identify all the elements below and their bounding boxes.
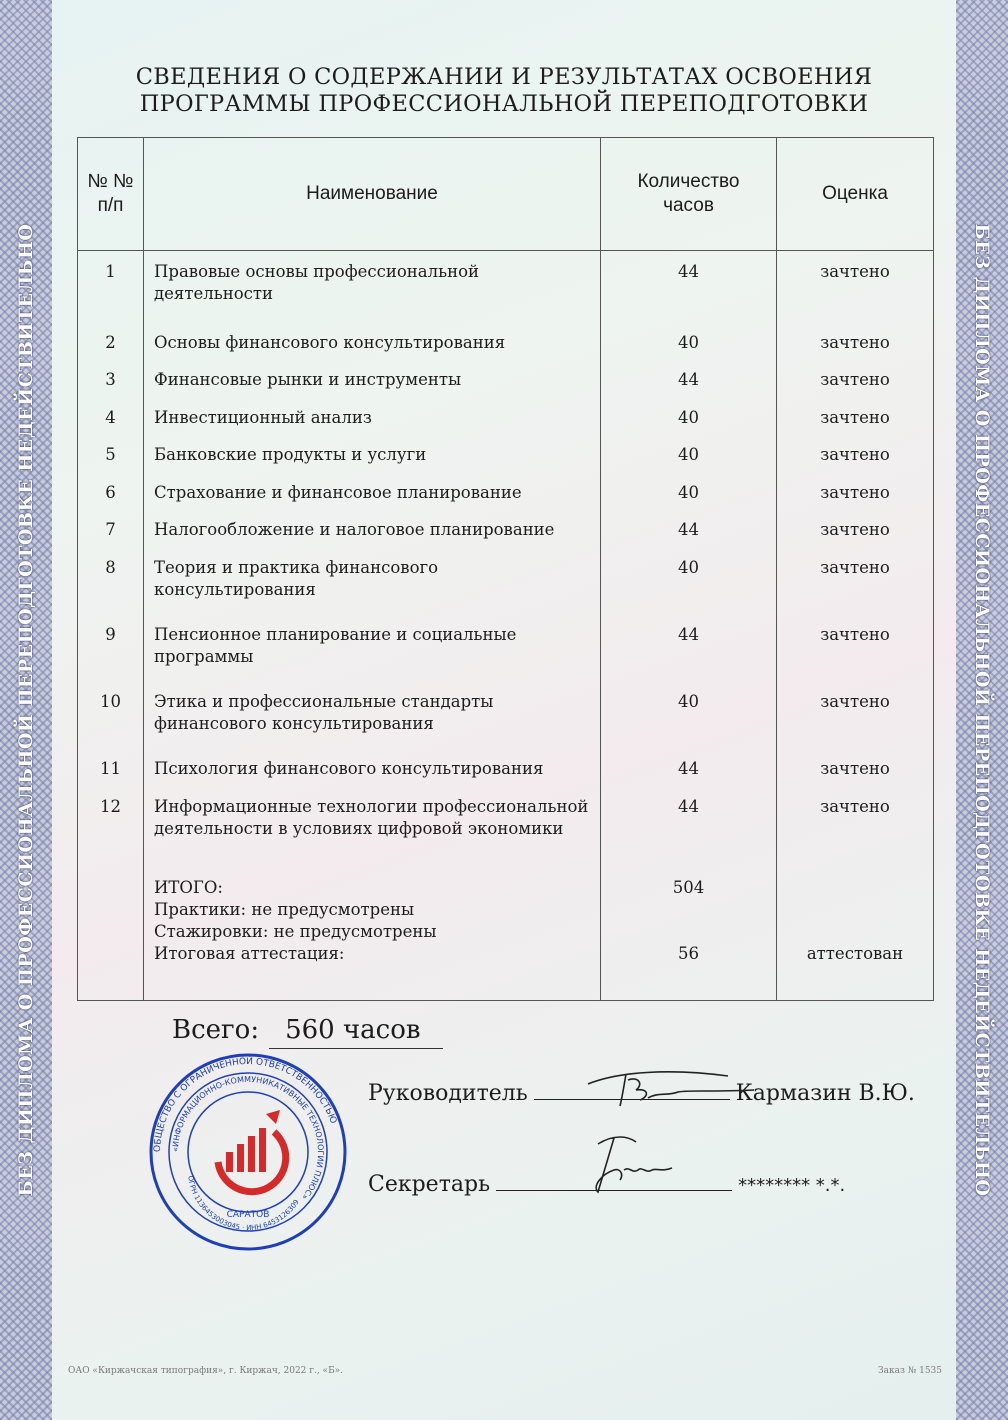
course-name: Банковские продукты и услуги: [144, 444, 601, 482]
table-row: [78, 519, 934, 557]
course-number: 3: [78, 369, 144, 407]
footer-printer: ОАО «Киржачская типография», г. Киржач, 2022 г., «Б».: [68, 1366, 344, 1376]
stamp-inner-text: «ИНФОРМАЦИОННО-КОММУНИКАТИВНЫЕ ТЕХНОЛОГИИ ПЛЮС»: [170, 1074, 326, 1202]
right-border-strip: [956, 0, 1008, 1420]
summary-num-cell: [78, 863, 144, 1000]
table-row: [78, 407, 934, 445]
header-name: Наименование: [144, 138, 601, 251]
summary-final-grade: аттестован: [806, 943, 904, 963]
table-body: [78, 251, 934, 1001]
table-row: [78, 796, 934, 863]
header-num-line2: п/п: [97, 195, 124, 216]
course-hours: 44: [601, 624, 777, 691]
course-hours: 44: [601, 796, 777, 863]
summary-total-hours: 504: [672, 877, 705, 897]
header-hours: [601, 138, 777, 251]
header-hours-line1: Количество: [637, 171, 740, 192]
course-name: Теория и практика финансового консультирования: [144, 557, 601, 624]
course-number: 9: [78, 624, 144, 691]
course-grade: зачтено: [777, 758, 934, 796]
course-number: 12: [78, 796, 144, 863]
course-grade: зачтено: [777, 444, 934, 482]
summary-total-label: ИТОГО:: [154, 877, 223, 897]
course-name: Пенсионное планирование и социальные программы: [144, 624, 601, 691]
page-title: [0, 64, 1008, 118]
course-grade: зачтено: [777, 369, 934, 407]
course-name: Инвестиционный анализ: [144, 407, 601, 445]
left-border-text: БЕЗ ДИПЛОМА О ПРОФЕССИОНАЛЬНОЙ ПЕРЕПОДГОТОВКЕ НЕДЕЙСТВИТЕЛЬНО: [15, 223, 37, 1197]
stamp-city: САРАТОВ: [226, 1210, 270, 1220]
filler-cell: [78, 1000, 144, 1001]
course-hours: 40: [601, 407, 777, 445]
summary-row: [78, 863, 934, 1000]
table-header-row: [78, 138, 934, 251]
table-row: [78, 251, 934, 332]
summary-gap: [601, 899, 776, 943]
summary-labels: [144, 863, 601, 1000]
summary-final-hours: 56: [678, 943, 699, 963]
right-border-text: БЕЗ ДИПЛОМА О ПРОФЕССИОНАЛЬНОЙ ПЕРЕПОДГОТОВКЕ НЕДЕЙСТВИТЕЛЬНО: [971, 223, 993, 1197]
table-row: [78, 624, 934, 691]
secretary-signature-icon: [584, 1130, 694, 1200]
table-row: [78, 758, 934, 796]
title-line-2: ПРОГРАММЫ ПРОФЕССИОНАЛЬНОЙ ПЕРЕПОДГОТОВКИ: [139, 91, 869, 117]
course-name: Правовые основы профессиональной деятельности: [144, 251, 601, 332]
table-row: [78, 444, 934, 482]
filler-cell: [777, 1000, 934, 1001]
course-number: 7: [78, 519, 144, 557]
stamp-outer-text: ОБЩЕСТВО С ОГРАНИЧЕННОЙ ОТВЕТСТВЕННОСТЬЮ: [152, 1056, 339, 1153]
course-grade: зачтено: [777, 796, 934, 863]
filler-cell: [601, 1000, 777, 1001]
course-number: 10: [78, 691, 144, 758]
course-hours: 40: [601, 332, 777, 370]
stamp-logo-icon: [218, 1110, 286, 1192]
secretary-name: ******** *.*.: [738, 1175, 846, 1196]
course-hours: 44: [601, 369, 777, 407]
course-grade: зачтено: [777, 519, 934, 557]
total-hours: [172, 1012, 443, 1049]
course-hours: 40: [601, 444, 777, 482]
course-hours: 44: [601, 519, 777, 557]
table-row: [78, 691, 934, 758]
director-label: Руководитель: [368, 1081, 528, 1106]
course-number: 11: [78, 758, 144, 796]
table-row: [78, 369, 934, 407]
course-hours: 40: [601, 557, 777, 624]
secretary-label: Секретарь: [368, 1172, 491, 1197]
course-hours: 44: [601, 251, 777, 332]
course-name: Этика и профессиональные стандарты финансового консультирования: [144, 691, 601, 758]
header-num-line1: № №: [87, 171, 134, 192]
course-number: 1: [78, 251, 144, 332]
course-grade: зачтено: [777, 251, 934, 332]
summary-grade: [777, 863, 934, 1000]
course-grade: зачтено: [777, 691, 934, 758]
course-grade: зачтено: [777, 332, 934, 370]
footer-order: Заказ № 1535: [877, 1366, 942, 1376]
course-number: 2: [78, 332, 144, 370]
header-hours-line2: часов: [663, 195, 714, 216]
title-line-1: СВЕДЕНИЯ О СОДЕРЖАНИИ И РЕЗУЛЬТАТАХ ОСВОЕНИЯ: [135, 64, 873, 90]
course-number: 8: [78, 557, 144, 624]
course-name: Налогообложение и налоговое планирование: [144, 519, 601, 557]
total-label: Всего:: [172, 1015, 260, 1045]
table-row: [78, 482, 934, 520]
left-border-strip: [0, 0, 52, 1420]
course-number: 5: [78, 444, 144, 482]
table-row: [78, 557, 934, 624]
organization-stamp: [148, 1052, 348, 1252]
course-name: Основы финансового консультирования: [144, 332, 601, 370]
course-hours: 40: [601, 482, 777, 520]
course-grade: зачтено: [777, 624, 934, 691]
course-hours: 40: [601, 691, 777, 758]
summary-internship: Стажировки: не предусмотрены: [154, 921, 437, 941]
course-name: Страхование и финансовое планирование: [144, 482, 601, 520]
course-grade: зачтено: [777, 482, 934, 520]
director-signature-icon: [578, 1062, 758, 1112]
course-grade: зачтено: [777, 407, 934, 445]
summary-practice: Практики: не предусмотрены: [154, 899, 415, 919]
course-hours: 44: [601, 758, 777, 796]
course-grade: зачтено: [777, 557, 934, 624]
header-grade: Оценка: [777, 138, 934, 251]
stamp-ids-text: ОГРН 1136453003045 · ИНН 6453126309: [186, 1175, 301, 1233]
filler-row: [78, 1000, 934, 1001]
filler-cell: [144, 1000, 601, 1001]
header-num: [78, 138, 144, 251]
course-number: 6: [78, 482, 144, 520]
summary-final-label: Итоговая аттестация:: [154, 943, 345, 963]
course-name: Информационные технологии профессиональной деятельности в условиях цифровой экономики: [144, 796, 601, 863]
course-name: Финансовые рынки и инструменты: [144, 369, 601, 407]
director-name: Кармазин В.Ю.: [735, 1081, 915, 1106]
total-value: 560 часов: [269, 1012, 443, 1049]
table-row: [78, 332, 934, 370]
course-number: 4: [78, 407, 144, 445]
summary-grade-gap: [777, 877, 933, 943]
summary-hours: [601, 863, 777, 1000]
courses-table: [77, 137, 934, 1001]
course-name: Психология финансового консультирования: [144, 758, 601, 796]
